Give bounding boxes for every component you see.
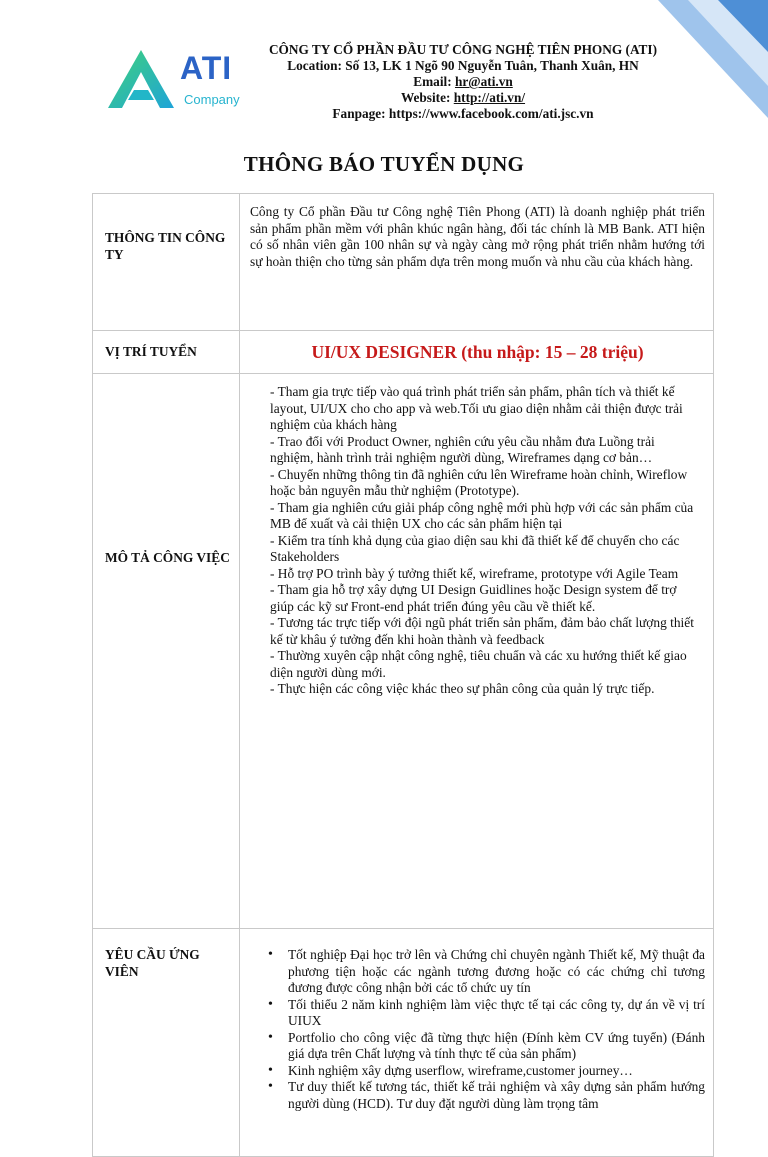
description-item: - Trao đổi với Product Owner, nghiên cứu yêu cầu nhằm đưa Luồng trải nghiệm, hành trình trải nghiệm người dùng, Wireframes dạng cơ bản… — [270, 433, 655, 465]
description-item: - Tương tác trực tiếp với đội ngũ phát triển sản phẩm, đảm bảo chất lượng thiết kế từ khâu ý tưởng đến khi hoàn thành và feedback — [270, 615, 694, 647]
page-title: THÔNG BÁO TUYỂN DỤNG — [243, 152, 525, 176]
description-item: - Tham gia nghiên cứu giải pháp công nghệ mới phù hợp với các sản phẩm của MB để xuất và cải thiện UX cho các sản phẩm hiện tại — [270, 499, 694, 531]
requirement-item: • Portfolio cho công việc đã từng thực hiện (Đính kèm CV ứng tuyển) (Đánh giá dựa trên Chất lượng và tính thực tế của sản phẩm) — [288, 1030, 705, 1063]
requirements-list — [250, 947, 705, 1112]
table-row-company-info — [93, 194, 714, 331]
requirements-cell — [240, 929, 714, 1157]
company-fanpage: Fanpage: https://www.facebook.com/ati.jsc.vn — [332, 106, 594, 121]
position-cell — [240, 331, 714, 374]
email-label: Email: — [413, 74, 455, 89]
description-cell — [240, 374, 714, 929]
website-label: Website: — [400, 90, 454, 105]
description-item: - Kiểm tra tính khả dụng của giao diện sau khi đã thiết kế để chuyển cho các Stakeholders — [270, 532, 680, 564]
position-title: UI/UX DESIGNER (thu nhập: 15 – 28 triệu) — [311, 341, 644, 362]
requirement-item: • Tư duy thiết kế tương tác, thiết kế trải nghiệm và xây dựng sản phẩm hướng người dùng (HCD). Tư duy đặt người dùng làm trọng tâm — [288, 1079, 705, 1112]
requirement-item: • Tốt nghiệp Đại học trở lên và Chứng chỉ chuyên ngành Thiết kế, Mỹ thuật đa phương tiện hoặc các ngành tương đương hoặc có các chứng chỉ tương đương được công nhận bởi các tổ chức uy tín — [288, 947, 705, 997]
row-label-position: VỊ TRÍ TUYỂN — [93, 331, 240, 374]
row-label-company-info: THÔNG TIN CÔNG TY — [93, 194, 240, 331]
company-location: Location: Số 13, LK 1 Ngõ 90 Nguyễn Tuân, Thanh Xuân, HN — [287, 58, 639, 73]
description-item: - Tham gia hỗ trợ xây dựng UI Design Guidlines hoặc Design system để trợ giúp các kỹ sư Front-end phát triển đúng yêu cầu về thiết kế. — [270, 582, 677, 614]
description-item: - Thường xuyên cập nhật công nghệ, tiêu chuẩn và các xu hướng thiết kế giao diện người dùng mới. — [270, 648, 687, 680]
logo-name: ATI — [180, 50, 233, 86]
row-label-requirements: YÊU CẦU ỨNG VIÊN — [93, 929, 240, 1157]
row-label-description: MÔ TẢ CÔNG VIỆC — [93, 374, 240, 929]
job-posting-table — [92, 193, 714, 1157]
requirement-item: • Tối thiểu 2 năm kinh nghiệm làm việc thực tế tại các công ty, dự án về vị trí UIUX — [288, 997, 705, 1030]
logo-subtitle: Company — [184, 92, 240, 107]
table-row-position — [93, 331, 714, 374]
company-header-info — [228, 42, 698, 122]
description-item: - Thực hiện các công việc khác theo sự phân công của quản lý trực tiếp. — [270, 681, 655, 696]
description-item: - Tham gia trực tiếp vào quá trình phát triển sản phẩm, phân tích và thiết kế layout, UI/UX cho cho app và web.Tối ưu giao diện nhằm cải thiện được trải nghiệm của khách hàng — [270, 384, 683, 432]
table-row-description — [93, 374, 714, 929]
ati-logo-icon — [104, 46, 178, 114]
company-website-line — [228, 90, 698, 106]
company-email-line — [228, 74, 698, 90]
description-item: - Hỗ trợ PO trình bày ý tưởng thiết kế, wireframe, prototype với Agile Team — [270, 565, 679, 581]
website-link[interactable]: http://ati.vn/ — [453, 90, 526, 105]
email-link[interactable]: hr@ati.vn — [454, 74, 513, 89]
company-info-text: Công ty Cổ phần Đầu tư Công nghệ Tiên Phong (ATI) là doanh nghiệp phát triển sản phẩm phần mềm với phân khúc ngân hàng, đối tác chính là MB Bank. ATI hiện có số nhân viên gần 100 nhân sự và ngày càng mở rộng phát triển nhằm hướng tới sự hoàn thiện cho từng sản phẩm dựa trên mong muốn và nhu cầu của khách hàng. — [240, 194, 714, 331]
table-row-requirements — [93, 929, 714, 1157]
description-item: - Chuyển những thông tin đã nghiên cứu lên Wireframe hoàn chỉnh, Wireflow hoặc bản nguyên mẫu thử nghiệm (Prototype). — [270, 466, 688, 498]
requirement-item: • Kinh nghiệm xây dựng userflow, wireframe,customer journey… — [288, 1063, 705, 1080]
company-name: CÔNG TY CỔ PHẦN ĐẦU TƯ CÔNG NGHỆ TIÊN PHONG (ATI) — [268, 42, 658, 57]
